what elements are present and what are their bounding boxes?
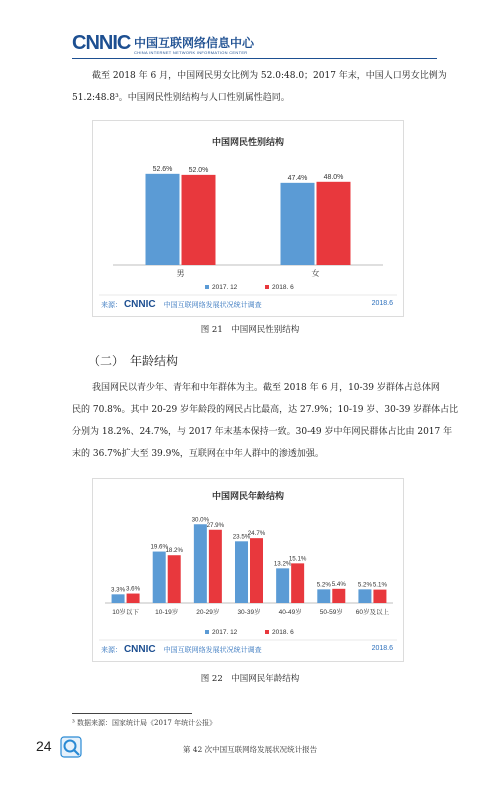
data-label: 13.2% [273,560,292,568]
legend-swatch [205,285,209,289]
tick-label: 男 [176,269,185,278]
source-date: 2018.6 [371,300,393,307]
data-label: 5.4% [331,580,346,588]
report-title: 第 42 次中国互联网络发展状况统计报告 [182,745,318,754]
source-text: 中国互联网络发展状况统计调查 [163,302,262,309]
bar [153,552,166,603]
source-logo: CNNIC [123,299,156,310]
org-name-cn: 中国互联网络信息中心 [134,36,255,50]
source-text: 中国互联网络发展状况统计调查 [163,647,262,654]
tick-label: 10岁以下 [112,609,139,616]
source-logo: CNNIC [123,644,156,655]
data-label: 3.3% [111,586,126,594]
tick-label: 20-29岁 [196,609,220,616]
tick-label: 60岁及以上 [355,609,390,616]
paragraph-line: 分别为 18.2%、24.7%，与 2017 年末基本保持一致。30-49 岁中年网民群体占比由 2017 年 [72,427,453,437]
legend-swatch [265,630,269,634]
page-number: 24 [36,738,52,754]
bar [373,590,386,603]
data-label: 48.0% [323,173,344,181]
legend-label: 2018. 6 [272,284,294,291]
gender-chart [92,120,404,317]
paragraph-line: 我国网民以青少年、青年和中年群体为主。截至 2018 年 6 月，10-39 岁群体占总体网 [92,383,440,393]
data-label: 27.9% [206,521,225,529]
bar [250,538,263,603]
bar [291,563,304,603]
bar [281,183,315,265]
figure-caption: 图 21 中国网民性别结构 [200,325,300,335]
legend-label: 2018. 6 [272,629,294,636]
data-label: 15.1% [288,555,307,563]
data-label: 23.5% [232,533,251,541]
bar [332,589,345,603]
bar [235,541,248,603]
tick-label: 40-49岁 [278,609,302,616]
data-label: 5.2% [316,581,331,589]
tick-label: 10-19岁 [155,609,179,616]
header-divider [72,58,437,59]
tick-label: 女 [311,269,320,278]
legend-swatch [265,285,269,289]
source-prefix: 来源： [101,647,122,654]
chart-title: 中国网民性别结构 [211,137,284,147]
source-date: 2018.6 [371,645,393,652]
bar [168,555,181,603]
tick-label: 30-39岁 [237,609,261,616]
data-label: 5.1% [372,581,387,589]
paragraph-line: 民的 70.8%。其中 20-29 岁年龄段的网民占比最高，达 27.9%；10-19 岁、30-39 岁群体占比 [72,405,459,415]
section-title: （二） 年龄结构 [88,354,179,368]
tick-label: 50-59岁 [319,609,343,616]
source-prefix: 来源： [101,302,122,309]
legend-swatch [205,630,209,634]
cnnic-logo: CNNIC [72,32,131,54]
data-label: 3.6% [126,585,141,593]
bar [358,589,371,603]
paragraph-line: 截至 2018 年 6 月，中国网民男女比例为 52.0:48.0；2017 年末，中国人口男女比例为 [92,71,447,81]
paragraph-line: 末的 36.7%扩大至 39.9%，互联网在中年人群中的渗透加强。 [72,449,324,459]
bar [194,524,207,603]
data-label: 30.0% [191,516,210,524]
data-label: 24.7% [247,530,266,538]
bar [182,175,216,265]
data-label: 19.6% [150,543,168,551]
bar [146,174,180,265]
source-note [101,299,262,310]
age-chart-svg [93,479,403,661]
footnote-divider [72,713,192,714]
org-name-en: CHINA INTERNET NETWORK INFORMATION CENTER [134,50,248,55]
bar [317,589,330,603]
data-label: 52.6% [152,165,173,173]
data-label: 47.4% [287,174,308,182]
bar [276,568,289,603]
chart-title: 中国网民年龄结构 [211,491,284,501]
gender-chart-svg [93,121,403,316]
data-label: 18.2% [165,547,183,555]
age-chart [92,478,404,662]
bar [209,530,222,603]
footnote: ³ 数据来源：国家统计局《2017 年统计公报》 [72,719,217,727]
data-label: 52.0% [188,166,209,174]
data-label: 5.2% [357,581,372,589]
source-note [101,644,262,655]
legend-label: 2017. 12 [212,629,238,636]
bar [317,182,351,265]
bar [112,594,125,603]
figure-caption: 图 22 中国网民年龄结构 [200,674,300,684]
legend-label: 2017. 12 [212,284,238,291]
paragraph-line: 51.2:48.8³。中国网民性别结构与人口性别属性趋同。 [72,93,290,103]
bar [127,594,140,603]
